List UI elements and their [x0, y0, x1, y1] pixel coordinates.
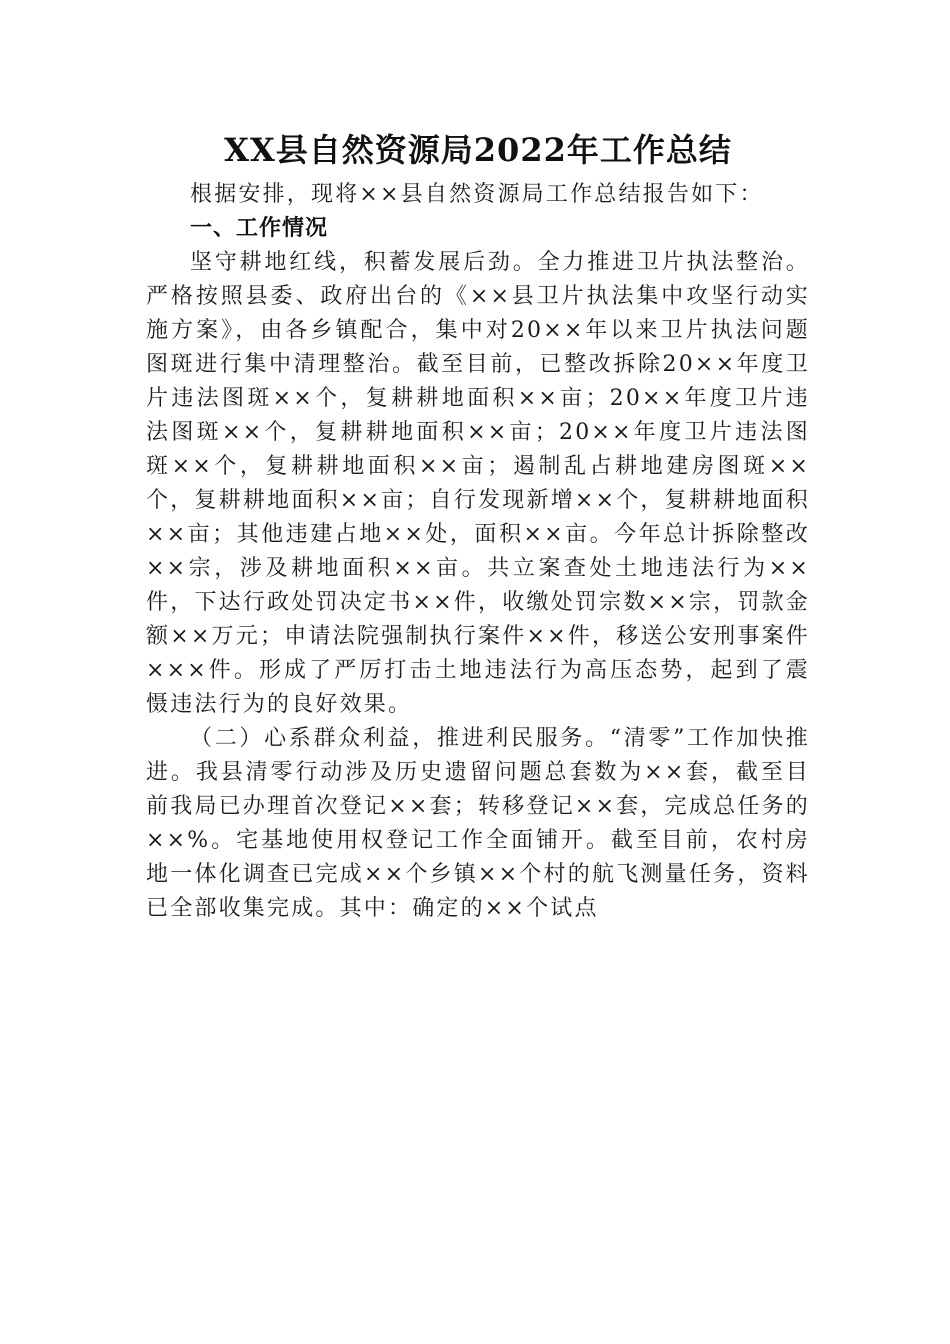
document-title: XX县自然资源局2022年工作总结: [224, 131, 732, 169]
paragraph-public-service: （二）心系群众利益，推进利民服务。“清零”工作加快推进。我县清零行动涉及历史遗留问题总套数为××套，截至目前我局已办理首次登记××套；转移登记××套，完成总任务的××%。宅基地使用权登记工作全面铺开。截至目前，农村房地一体化调查已完成××个乡镇××个村的航飞测量任务，资料已全部收集完成。其中：确定的××个试点: [146, 726, 810, 921]
intro-paragraph: 根据安排，现将××县自然资源局工作总结报告如下：: [190, 182, 764, 207]
document-body: [146, 126, 810, 926]
section-heading-work-status: 一、工作情况: [190, 216, 329, 241]
paragraph-farmland-protection: 坚守耕地红线，积蓄发展后劲。全力推进卫片执法整治。严格按照县委、政府出台的《××县卫片执法集中攻坚行动实施方案》，由各乡镇配合，集中对20××年以来卫片执法问题图斑进行集中清理整治。截至目前，已整改拆除20××年度卫片违法图斑××个，复耕耕地面积××亩；20××年度卫片违法图斑××个，复耕耕地面积××亩；20××年度卫片违法图斑××个，复耕耕地面积××亩；遏制乱占耕地建房图斑××个，复耕耕地面积××亩；自行发现新增××个，复耕耕地面积××亩；其他违建占地××处，面积××亩。今年总计拆除整改××宗，涉及耕地面积××亩。共立案查处土地违法行为××件，下达行政处罚决定书××件，收缴处罚宗数××宗，罚款金额××万元；申请法院强制执行案件××件，移送公安刑事案件×××件。形成了严厉打击土地违法行为高压态势，起到了震慑违法行为的良好效果。: [146, 250, 810, 717]
